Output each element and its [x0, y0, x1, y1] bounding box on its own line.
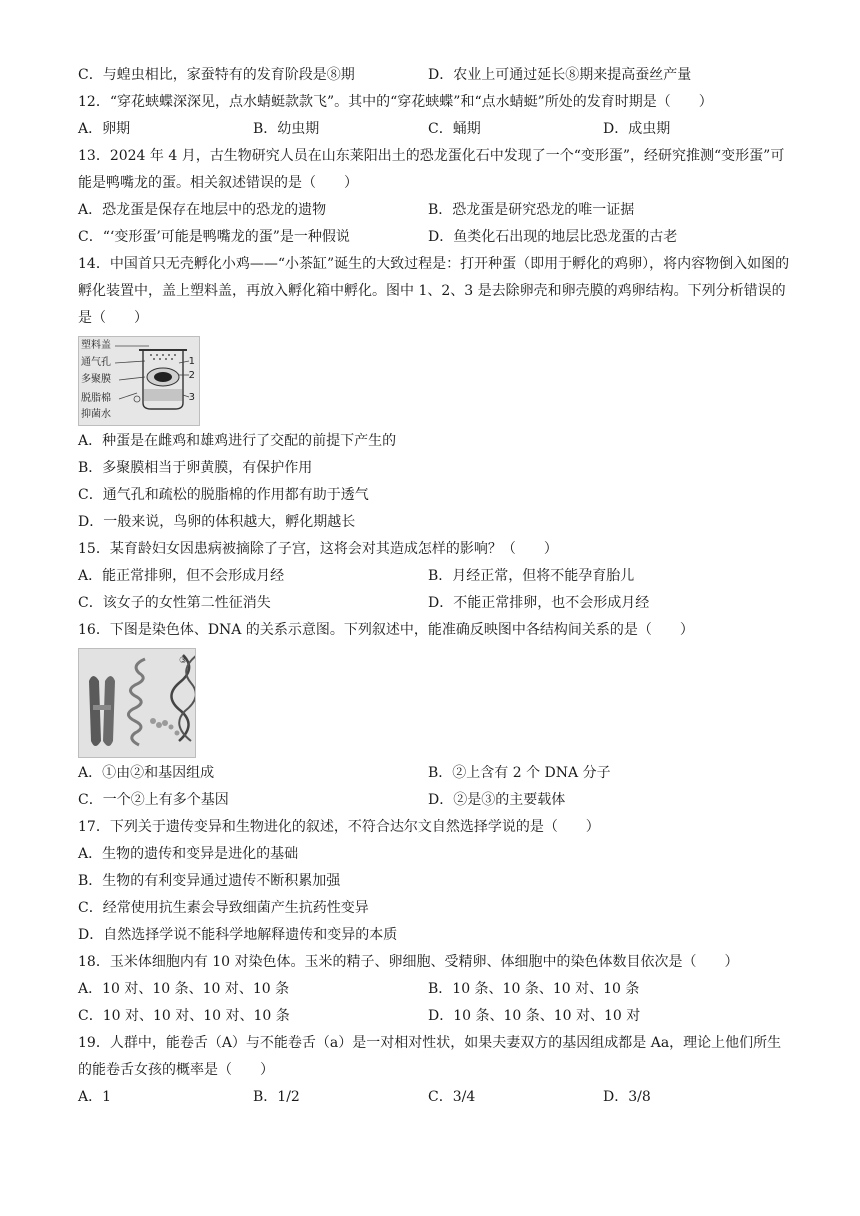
figure-label-cotton: 脱脂棉 [81, 393, 111, 404]
chromosome-dna-drawing [79, 649, 195, 757]
figure-number-3: 3 [188, 392, 195, 403]
q15-option-c: C．该女子的女性第二性征消失 [78, 595, 271, 611]
q19-options [78, 1084, 790, 1111]
q18-option-a: A．10 对、10 条、10 对、10 条 [78, 981, 290, 997]
q18-options-row1 [78, 976, 790, 1003]
q17-option-b: B．生物的有利变异通过遗传不断积累加强 [78, 873, 341, 889]
q12-option-d: D．成虫期 [603, 121, 671, 137]
q13-options-row1 [78, 197, 790, 224]
q16-options-row2 [78, 787, 790, 814]
q15-option-b: B．月经正常，但将不能孕育胎儿 [428, 568, 635, 584]
q19-option-c: C．3/4 [428, 1089, 476, 1105]
q17-option-a: A．生物的遗传和变异是进化的基础 [78, 846, 299, 862]
q14-option-b: B．多聚膜相当于卵黄膜，有保护作用 [78, 460, 313, 476]
figure-number-2: 2 [188, 370, 195, 381]
q18-option-c: C．10 对、10 对、10 对、10 条 [78, 1008, 290, 1024]
q16-options-row1 [78, 760, 790, 787]
q18-option-b: B．10 条、10 条、10 对、10 条 [428, 981, 640, 997]
figure-label-membrane: 多聚膜 [81, 374, 111, 385]
q13-option-c: C．“‘变形蛋’可能是鸭嘴龙的蛋”是一种假说 [78, 229, 350, 245]
exam-page [78, 62, 790, 1111]
q12-option-b: B．幼虫期 [253, 121, 320, 137]
figure-number-1: 1 [188, 356, 195, 367]
svg-text:③: ③ [179, 656, 188, 666]
q16-option-a: A．①由②和基因组成 [78, 765, 215, 781]
q16-option-b: B．②上含有 2 个 DNA 分子 [428, 765, 611, 781]
q16-option-c: C．一个②上有多个基因 [78, 792, 229, 808]
q16-stem: 16．下图是染色体、DNA 的关系示意图。下列叙述中，能准确反映图中各结构间关系的是（ ） [78, 622, 694, 638]
incubator-figure [78, 336, 200, 426]
figure-label-lid: 塑料盖 [81, 340, 111, 351]
q11-option-c: C．与蝗虫相比，家蚕特有的发育阶段是⑧期 [78, 67, 355, 83]
q15-options-row2 [78, 590, 790, 617]
incubator-drawing [79, 337, 199, 425]
q18-option-d: D．10 条、10 条、10 对、10 对 [428, 1008, 641, 1024]
q19-option-a: A．1 [78, 1089, 112, 1105]
figure-label-water: 抑菌水 [81, 409, 111, 420]
q12-options [78, 116, 790, 143]
q15-stem: 15．某育龄妇女因患病被摘除了子宫，这将会对其造成怎样的影响？（ ） [78, 541, 558, 557]
q11-option-d: D．农业上可通过延长⑧期来提高蚕丝产量 [428, 67, 692, 83]
q12-stem: 12．“穿花蛱蝶深深见，点水蜻蜓款款飞”。其中的“穿花蛱蝶”和“点水蜻蜓”所处的发育时期是（ ） [78, 94, 713, 110]
q14-stem: 14．中国首只无壳孵化小鸡——“小茶缸”诞生的大致过程是：打开种蛋（即用于孵化的鸡卵），将内容物倒入如图的孵化装置中，盖上塑料盖，再放入孵化箱中孵化。图中 1、2、3 是去除卵壳和卵壳膜的鸡卵结构。下列分析错误的是（ ） [78, 256, 790, 326]
q12-option-c: C．蛹期 [428, 121, 481, 137]
q16-option-d: D．②是③的主要载体 [428, 792, 566, 808]
q17-option-c: C．经常使用抗生素会导致细菌产生抗药性变异 [78, 900, 369, 916]
q19-stem: 19．人群中，能卷舌（A）与不能卷舌（a）是一对相对性状，如果夫妻双方的基因组成都是 Aa，理论上他们所生的能卷舌女孩的概率是（ ） [78, 1035, 782, 1078]
q11-options [78, 62, 790, 89]
q18-stem: 18．玉米体细胞内有 10 对染色体。玉米的精子、卵细胞、受精卵、体细胞中的染色体数目依次是（ ） [78, 954, 739, 970]
q19-option-b: B．1/2 [253, 1089, 300, 1105]
q13-option-d: D．鱼类化石出现的地层比恐龙蛋的古老 [428, 229, 678, 245]
q15-option-d: D．不能正常排卵，也不会形成月经 [428, 595, 650, 611]
q14-option-c: C．通气孔和疏松的脱脂棉的作用都有助于透气 [78, 487, 369, 503]
q18-options-row2 [78, 1003, 790, 1030]
q17-stem: 17．下列关于遗传变异和生物进化的叙述，不符合达尔文自然选择学说的是（ ） [78, 819, 600, 835]
q14-option-d: D．一般来说，鸟卵的体积越大，孵化期越长 [78, 514, 356, 530]
q12-option-a: A．卵期 [78, 121, 131, 137]
q15-option-a: A．能正常排卵，但不会形成月经 [78, 568, 285, 584]
chromosome-dna-figure [78, 648, 196, 758]
q15-options-row1 [78, 563, 790, 590]
figure-label-vent: 通气孔 [81, 357, 111, 368]
q14-option-a: A．种蛋是在雌鸡和雄鸡进行了交配的前提下产生的 [78, 433, 397, 449]
q19-option-d: D．3/8 [603, 1089, 651, 1105]
q13-stem: 13．2024 年 4 月，古生物研究人员在山东莱阳出土的恐龙蛋化石中发现了一个“变形蛋”，经研究推测“变形蛋”可能是鸭嘴龙的蛋。相关叙述错误的是（ ） [78, 148, 785, 191]
q17-option-d: D．自然选择学说不能科学地解释遗传和变异的本质 [78, 927, 398, 943]
q13-option-a: A．恐龙蛋是保存在地层中的恐龙的遗物 [78, 202, 327, 218]
q13-options-row2 [78, 224, 790, 251]
q13-option-b: B．恐龙蛋是研究恐龙的唯一证据 [428, 202, 635, 218]
